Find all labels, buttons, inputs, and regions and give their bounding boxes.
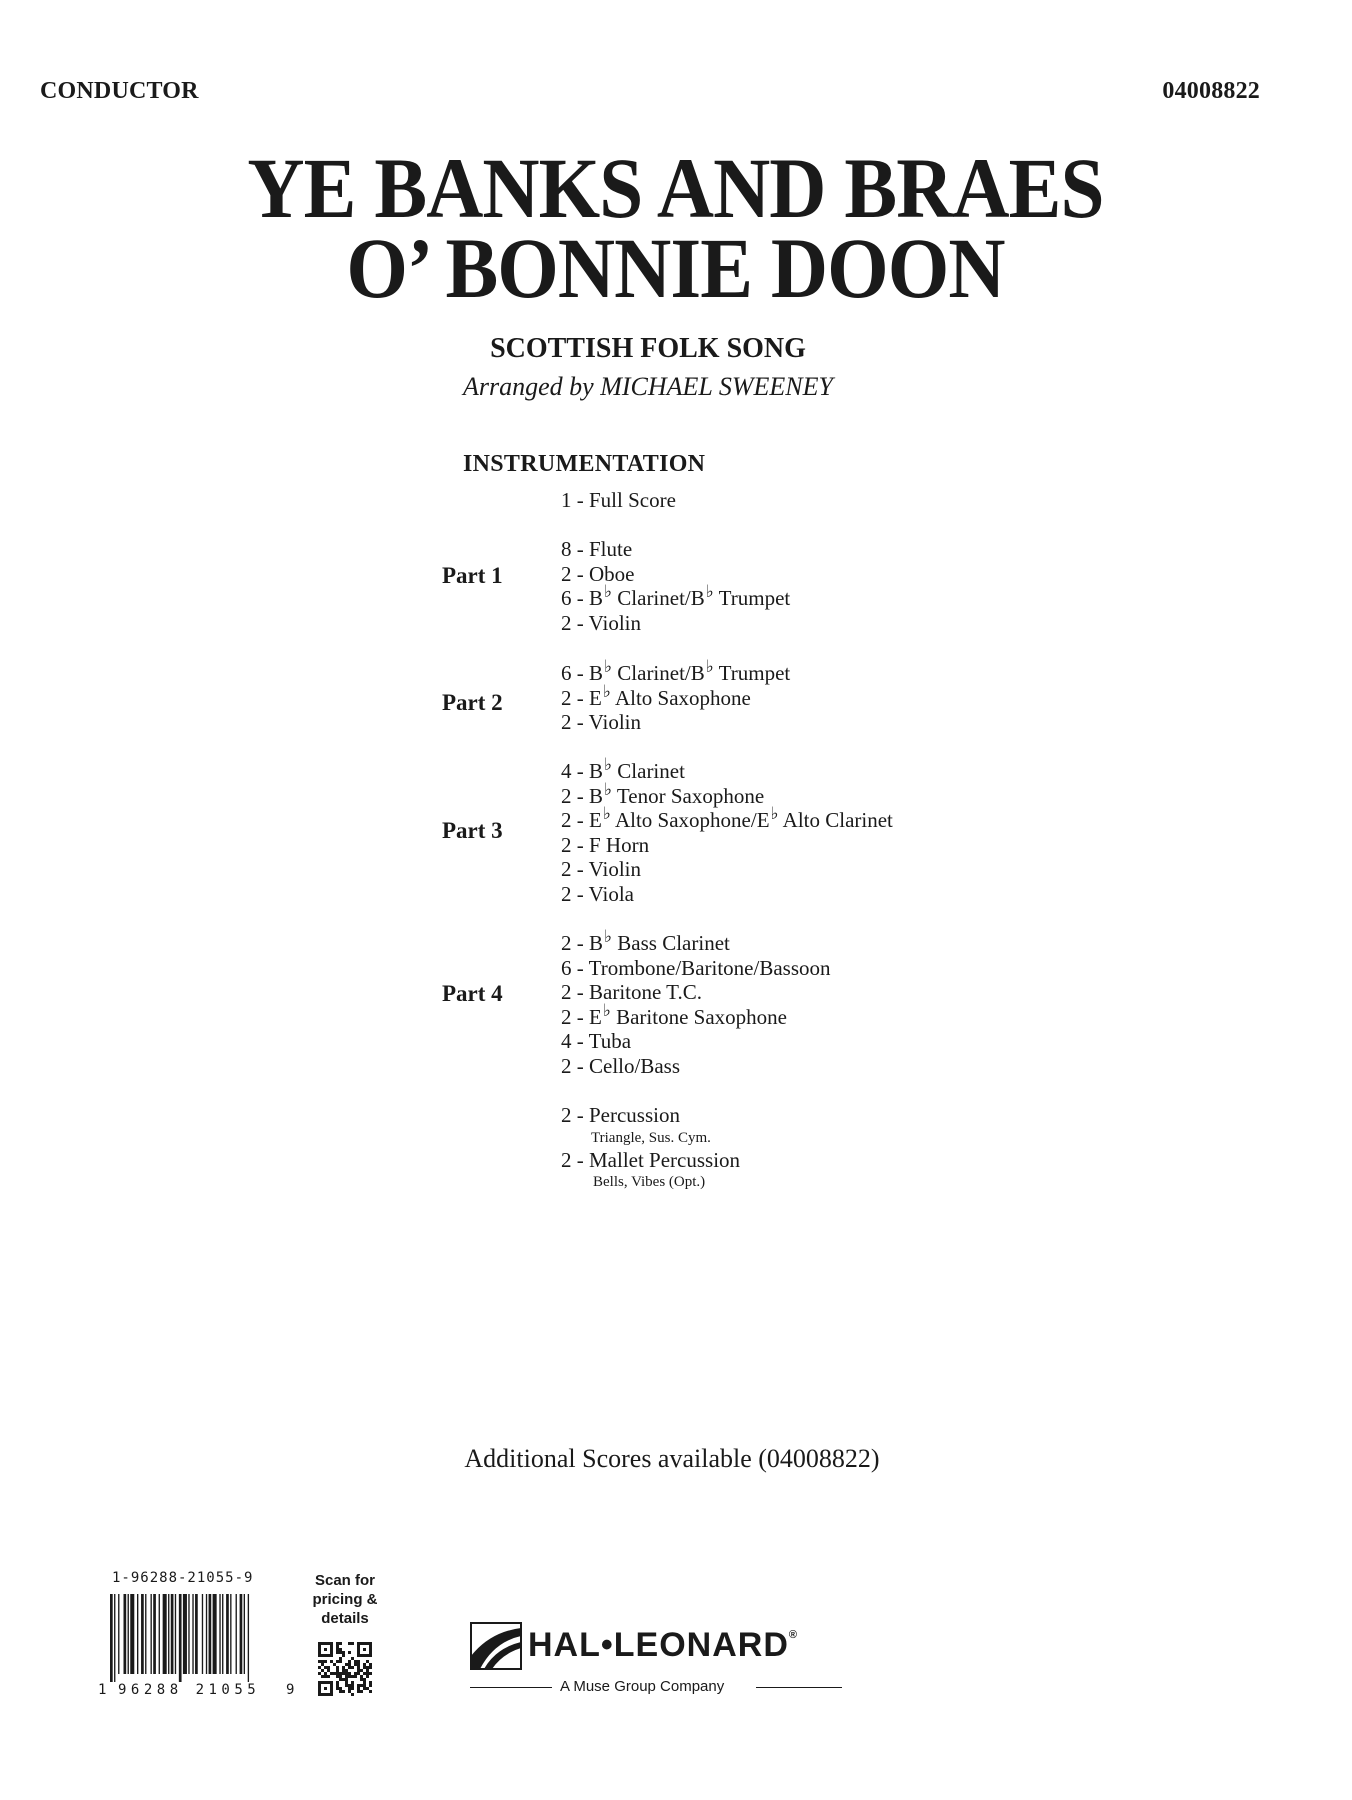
barcode-bar bbox=[159, 1594, 160, 1674]
qr-code-icon[interactable] bbox=[318, 1642, 372, 1696]
qr-module bbox=[342, 1666, 345, 1669]
qr-module bbox=[318, 1672, 321, 1675]
qr-module bbox=[318, 1654, 321, 1657]
qr-module bbox=[336, 1645, 339, 1648]
divider bbox=[470, 1687, 552, 1688]
qr-module bbox=[321, 1654, 324, 1657]
instrument-text: 2 - B bbox=[561, 931, 603, 955]
qr-module bbox=[339, 1660, 342, 1663]
barcode-bar bbox=[240, 1594, 243, 1674]
qr-module bbox=[351, 1681, 354, 1684]
qr-module bbox=[366, 1642, 369, 1645]
instrument-item: 2 - Violin bbox=[561, 610, 642, 635]
part-label-1: Part 1 bbox=[442, 563, 503, 588]
qr-module bbox=[339, 1651, 342, 1654]
qr-module bbox=[336, 1687, 339, 1690]
qr-module bbox=[318, 1642, 321, 1645]
qr-module bbox=[360, 1678, 363, 1681]
arranger-credit: Arranged by MICHAEL SWEENEY bbox=[463, 372, 833, 401]
qr-module bbox=[363, 1687, 366, 1690]
qr-module bbox=[345, 1681, 348, 1684]
instrument-text: 4 - B bbox=[561, 759, 603, 783]
qr-module bbox=[357, 1654, 360, 1657]
qr-module bbox=[324, 1648, 327, 1651]
qr-module bbox=[363, 1663, 366, 1666]
qr-module bbox=[357, 1660, 360, 1663]
qr-module bbox=[366, 1687, 369, 1690]
qr-module bbox=[318, 1648, 321, 1651]
instrument-item: 6 - Trombone/Baritone/Bassoon bbox=[561, 955, 831, 980]
qr-module bbox=[357, 1651, 360, 1654]
qr-module bbox=[363, 1654, 366, 1657]
qr-module bbox=[339, 1672, 342, 1675]
percussion-list bbox=[561, 1103, 740, 1192]
instrument-item: 2 - F Horn bbox=[561, 832, 650, 857]
qr-module bbox=[330, 1693, 333, 1696]
qr-module bbox=[339, 1678, 342, 1681]
qr-module bbox=[339, 1687, 342, 1690]
qr-module bbox=[336, 1642, 339, 1645]
qr-module bbox=[336, 1684, 339, 1687]
qr-module bbox=[345, 1663, 348, 1666]
qr-module bbox=[363, 1678, 366, 1681]
qr-module bbox=[345, 1669, 348, 1672]
barcode-bar bbox=[128, 1594, 129, 1674]
qr-module bbox=[360, 1654, 363, 1657]
instrument-item bbox=[561, 582, 791, 611]
qr-module bbox=[369, 1651, 372, 1654]
qr-module bbox=[369, 1684, 372, 1687]
qr-module bbox=[366, 1654, 369, 1657]
qr-module bbox=[330, 1684, 333, 1687]
qr-module bbox=[330, 1687, 333, 1690]
qr-module bbox=[324, 1666, 327, 1669]
barcode-bar bbox=[153, 1594, 156, 1674]
barcode-number-top: 1-96288-21055-9 bbox=[112, 1570, 254, 1586]
qr-module bbox=[321, 1642, 324, 1645]
qr-module bbox=[324, 1642, 327, 1645]
qr-module bbox=[324, 1693, 327, 1696]
qr-module bbox=[321, 1681, 324, 1684]
instrumentation-heading: INSTRUMENTATION bbox=[463, 451, 706, 477]
header-catalog-number: 04008822 bbox=[1162, 78, 1260, 104]
qr-module bbox=[369, 1672, 372, 1675]
qr-module bbox=[354, 1672, 357, 1675]
instrument-item: 1 - Full Score bbox=[561, 488, 676, 512]
qr-module bbox=[333, 1663, 336, 1666]
flat-symbol: ♭ bbox=[604, 582, 613, 602]
flat-symbol: ♭ bbox=[602, 681, 611, 701]
instrument-text: 2 - B bbox=[561, 783, 603, 808]
barcode-bar bbox=[192, 1594, 193, 1674]
qr-module bbox=[357, 1648, 360, 1651]
qr-module bbox=[363, 1648, 366, 1651]
instrument-text: Alto Clarinet bbox=[778, 808, 893, 833]
qr-module bbox=[330, 1681, 333, 1684]
qr-module bbox=[351, 1684, 354, 1687]
qr-module bbox=[357, 1690, 360, 1693]
qr-module bbox=[327, 1693, 330, 1696]
qr-module bbox=[351, 1657, 354, 1660]
qr-module bbox=[351, 1666, 354, 1669]
qr-module bbox=[363, 1666, 366, 1669]
instrument-item: 2 - Cello/Bass bbox=[561, 1053, 680, 1078]
flat-symbol: ♭ bbox=[604, 657, 613, 676]
flat-symbol: ♭ bbox=[770, 804, 779, 824]
instrument-text: Clarinet/B bbox=[612, 586, 705, 611]
barcode-bar bbox=[168, 1594, 169, 1674]
instrument-item: 2 - Oboe bbox=[561, 561, 635, 586]
qr-module bbox=[327, 1654, 330, 1657]
qr-module bbox=[339, 1642, 342, 1645]
publisher-logo bbox=[470, 1618, 842, 1698]
qr-module bbox=[348, 1666, 351, 1669]
flat-symbol: ♭ bbox=[602, 1000, 611, 1020]
instrument-text: Clarinet bbox=[612, 759, 685, 783]
barcode-bars bbox=[98, 1594, 298, 1682]
qr-module bbox=[348, 1690, 351, 1693]
qr-module bbox=[318, 1666, 321, 1669]
barcode-digit-left: 1 bbox=[98, 1682, 107, 1698]
flat-symbol: ♭ bbox=[604, 755, 613, 774]
qr-module bbox=[342, 1672, 345, 1675]
qr-module bbox=[345, 1678, 348, 1681]
instrument-item: 2 - Violin bbox=[561, 857, 642, 882]
title-line-2: O’ BONNIE DOON bbox=[346, 220, 1005, 316]
part-label-2: Part 2 bbox=[442, 690, 503, 715]
qr-module bbox=[342, 1678, 345, 1681]
qr-module bbox=[318, 1681, 321, 1684]
qr-module bbox=[339, 1675, 342, 1678]
scan-line: pricing & bbox=[312, 1591, 378, 1608]
qr-module bbox=[330, 1645, 333, 1648]
barcode-bar bbox=[179, 1594, 182, 1682]
qr-module bbox=[330, 1651, 333, 1654]
qr-module bbox=[321, 1675, 324, 1678]
instrument-note: Bells, Vibes (Opt.) bbox=[593, 1174, 706, 1191]
qr-module bbox=[360, 1684, 363, 1687]
qr-module bbox=[351, 1687, 354, 1690]
qr-module bbox=[324, 1654, 327, 1657]
instrument-item bbox=[561, 804, 893, 833]
qr-module bbox=[369, 1654, 372, 1657]
qr-module bbox=[366, 1666, 369, 1669]
instrument-text: 6 - B bbox=[561, 586, 603, 611]
instrument-item bbox=[561, 1000, 831, 1030]
qr-module bbox=[327, 1675, 330, 1678]
qr-module bbox=[345, 1684, 348, 1687]
barcode-bar bbox=[124, 1594, 127, 1674]
divider bbox=[756, 1687, 842, 1688]
barcode-bar bbox=[202, 1594, 203, 1674]
barcode bbox=[98, 1570, 308, 1700]
qr-module bbox=[321, 1669, 324, 1672]
qr-module bbox=[327, 1666, 330, 1669]
barcode-bar bbox=[183, 1594, 187, 1674]
qr-module bbox=[366, 1660, 369, 1663]
instrument-item bbox=[561, 657, 791, 686]
instrument-text: Tenor Saxophone bbox=[612, 783, 765, 808]
flat-symbol: ♭ bbox=[705, 582, 714, 602]
qr-module bbox=[324, 1675, 327, 1678]
qr-module bbox=[360, 1642, 363, 1645]
qr-module bbox=[348, 1684, 351, 1687]
instrument-item: 4 - Tuba bbox=[561, 1029, 632, 1054]
qr-module bbox=[351, 1642, 354, 1645]
qr-module bbox=[369, 1666, 372, 1669]
qr-module bbox=[330, 1660, 333, 1663]
qr-module bbox=[339, 1648, 342, 1651]
barcode-bar bbox=[195, 1594, 198, 1674]
qr-module bbox=[369, 1690, 372, 1693]
instrument-item: 2 - Viola bbox=[561, 881, 635, 906]
instrument-text: 6 - B bbox=[561, 661, 603, 685]
qr-module bbox=[351, 1693, 354, 1696]
qr-module bbox=[336, 1660, 339, 1663]
qr-module bbox=[360, 1675, 363, 1678]
qr-module bbox=[318, 1693, 321, 1696]
barcode-bar bbox=[163, 1594, 167, 1674]
barcode-bar bbox=[110, 1594, 113, 1682]
qr-module bbox=[318, 1684, 321, 1687]
qr-module bbox=[348, 1663, 351, 1666]
barcode-bar bbox=[222, 1594, 223, 1674]
barcode-digits-middle: 96288 21055 bbox=[118, 1682, 261, 1698]
qr-module bbox=[360, 1690, 363, 1693]
barcode-bar bbox=[236, 1594, 237, 1674]
qr-module bbox=[357, 1687, 360, 1690]
scan-line: Scan for bbox=[314, 1572, 375, 1589]
barcode-bar bbox=[248, 1594, 249, 1682]
qr-module bbox=[321, 1663, 324, 1666]
qr-module bbox=[324, 1687, 327, 1690]
qr-module bbox=[330, 1642, 333, 1645]
qr-module bbox=[357, 1672, 360, 1675]
qr-module bbox=[336, 1675, 339, 1678]
qr-module bbox=[339, 1657, 342, 1660]
qr-module bbox=[327, 1669, 330, 1672]
qr-module bbox=[363, 1642, 366, 1645]
barcode-bar bbox=[188, 1594, 189, 1674]
barcode-bar bbox=[130, 1594, 134, 1674]
qr-module bbox=[342, 1690, 345, 1693]
qr-module bbox=[348, 1642, 351, 1645]
part-label-4: Part 4 bbox=[442, 981, 503, 1006]
qr-module bbox=[357, 1642, 360, 1645]
qr-module bbox=[357, 1666, 360, 1669]
qr-module bbox=[363, 1681, 366, 1684]
instrument-item: 2 - Baritone T.C. bbox=[561, 980, 702, 1005]
qr-module bbox=[360, 1669, 363, 1672]
qr-module bbox=[336, 1666, 339, 1669]
barcode-bar bbox=[171, 1594, 174, 1674]
qr-module bbox=[324, 1672, 327, 1675]
barcode-bar bbox=[151, 1594, 152, 1674]
barcode-bar bbox=[206, 1594, 207, 1674]
qr-module bbox=[345, 1675, 348, 1678]
barcode-digit-right: 9 bbox=[286, 1682, 295, 1698]
instrument-item: 8 - Flute bbox=[561, 537, 633, 561]
qr-module bbox=[330, 1648, 333, 1651]
instrument-text: 2 - E bbox=[561, 808, 602, 833]
barcode-bar bbox=[145, 1594, 146, 1674]
flat-symbol: ♭ bbox=[602, 804, 611, 824]
qr-module bbox=[336, 1681, 339, 1684]
scan-line: details bbox=[321, 1610, 369, 1627]
qr-module bbox=[357, 1645, 360, 1648]
qr-module bbox=[369, 1648, 372, 1651]
qr-module bbox=[339, 1690, 342, 1693]
qr-module bbox=[318, 1687, 321, 1690]
instrument-text: Clarinet/B bbox=[612, 661, 705, 685]
barcode-bar bbox=[219, 1594, 220, 1674]
qr-module bbox=[369, 1663, 372, 1666]
qr-module bbox=[357, 1669, 360, 1672]
instrument-item: 2 - Mallet Percussion bbox=[561, 1147, 741, 1172]
instrument-item: 2 - Percussion bbox=[561, 1103, 680, 1127]
instrument-text: 2 - E bbox=[561, 685, 602, 710]
header-conductor: CONDUCTOR bbox=[40, 78, 199, 104]
publisher-name-text: HAL•LEONARD bbox=[528, 1626, 789, 1664]
qr-module bbox=[333, 1672, 336, 1675]
qr-module bbox=[330, 1690, 333, 1693]
barcode-bar bbox=[244, 1594, 245, 1674]
qr-module bbox=[366, 1669, 369, 1672]
qr-module bbox=[354, 1663, 357, 1666]
qr-module bbox=[351, 1675, 354, 1678]
instrument-text: Alto Saxophone bbox=[610, 685, 751, 710]
registered-mark: ® bbox=[788, 1629, 798, 1641]
qr-module bbox=[324, 1681, 327, 1684]
part-4-list bbox=[561, 927, 831, 1079]
publisher-tagline: A Muse Group Company bbox=[560, 1678, 725, 1695]
barcode-bar bbox=[213, 1594, 217, 1674]
barcode-bar bbox=[209, 1594, 212, 1674]
instrument-text: Trumpet bbox=[713, 586, 791, 611]
instrument-item bbox=[561, 927, 831, 956]
full-score-list bbox=[561, 488, 676, 513]
qr-module bbox=[321, 1660, 324, 1663]
flat-symbol: ♭ bbox=[604, 779, 613, 799]
additional-scores-note: Additional Scores available (04008822) bbox=[464, 1444, 880, 1473]
qr-module bbox=[348, 1660, 351, 1663]
instrument-text: Baritone Saxophone bbox=[610, 1004, 787, 1029]
barcode-bar bbox=[114, 1594, 115, 1682]
qr-module bbox=[321, 1693, 324, 1696]
qr-module bbox=[336, 1648, 339, 1651]
scan-prompt bbox=[305, 1571, 385, 1628]
publisher-name bbox=[528, 1626, 798, 1665]
barcode-bar bbox=[226, 1594, 229, 1674]
qr-module bbox=[324, 1660, 327, 1663]
instrument-text: Trumpet bbox=[713, 661, 791, 685]
qr-module bbox=[336, 1672, 339, 1675]
qr-module bbox=[354, 1660, 357, 1663]
barcode-bar bbox=[141, 1594, 144, 1674]
qr-module bbox=[318, 1690, 321, 1693]
qr-module bbox=[363, 1672, 366, 1675]
flat-symbol: ♭ bbox=[604, 927, 613, 946]
qr-module bbox=[369, 1681, 372, 1684]
qr-module bbox=[348, 1672, 351, 1675]
qr-module bbox=[330, 1654, 333, 1657]
barcode-bar bbox=[118, 1594, 119, 1674]
qr-module bbox=[369, 1645, 372, 1648]
qr-module bbox=[318, 1651, 321, 1654]
qr-module bbox=[357, 1663, 360, 1666]
qr-module bbox=[366, 1672, 369, 1675]
qr-module bbox=[348, 1687, 351, 1690]
barcode-bar bbox=[175, 1594, 176, 1674]
qr-module bbox=[345, 1672, 348, 1675]
instrument-text: 2 - E bbox=[561, 1004, 602, 1029]
part-label-3: Part 3 bbox=[442, 818, 503, 843]
title-line-1: YE BANKS AND BRAES bbox=[247, 140, 1104, 236]
instrument-note: Triangle, Sus. Cym. bbox=[591, 1129, 711, 1146]
qr-module bbox=[363, 1684, 366, 1687]
instrument-item bbox=[561, 681, 790, 711]
qr-module bbox=[330, 1672, 333, 1675]
instrument-text: Bass Clarinet bbox=[612, 931, 730, 955]
flat-symbol: ♭ bbox=[705, 657, 714, 676]
qr-module bbox=[336, 1651, 339, 1654]
part-1-list bbox=[561, 537, 790, 635]
qr-module bbox=[342, 1651, 345, 1654]
qr-module bbox=[369, 1642, 372, 1645]
instrument-text: Alto Saxophone/E bbox=[610, 808, 770, 833]
instrument-item: 2 - Violin bbox=[561, 710, 642, 735]
part-2-list bbox=[561, 657, 791, 735]
qr-module bbox=[327, 1681, 330, 1684]
hal-leonard-mark-icon bbox=[470, 1622, 522, 1670]
qr-module bbox=[357, 1684, 360, 1687]
subtitle: SCOTTISH FOLK SONG bbox=[490, 333, 806, 364]
part-3-list bbox=[561, 755, 893, 907]
qr-module bbox=[348, 1675, 351, 1678]
qr-module bbox=[342, 1669, 345, 1672]
qr-module bbox=[327, 1642, 330, 1645]
qr-module bbox=[336, 1669, 339, 1672]
barcode-bar bbox=[230, 1594, 231, 1674]
qr-module bbox=[366, 1675, 369, 1678]
qr-module bbox=[342, 1654, 345, 1657]
qr-module bbox=[354, 1675, 357, 1678]
qr-module bbox=[318, 1660, 321, 1663]
barcode-bar bbox=[137, 1594, 138, 1674]
qr-module bbox=[318, 1645, 321, 1648]
qr-module bbox=[348, 1651, 351, 1654]
